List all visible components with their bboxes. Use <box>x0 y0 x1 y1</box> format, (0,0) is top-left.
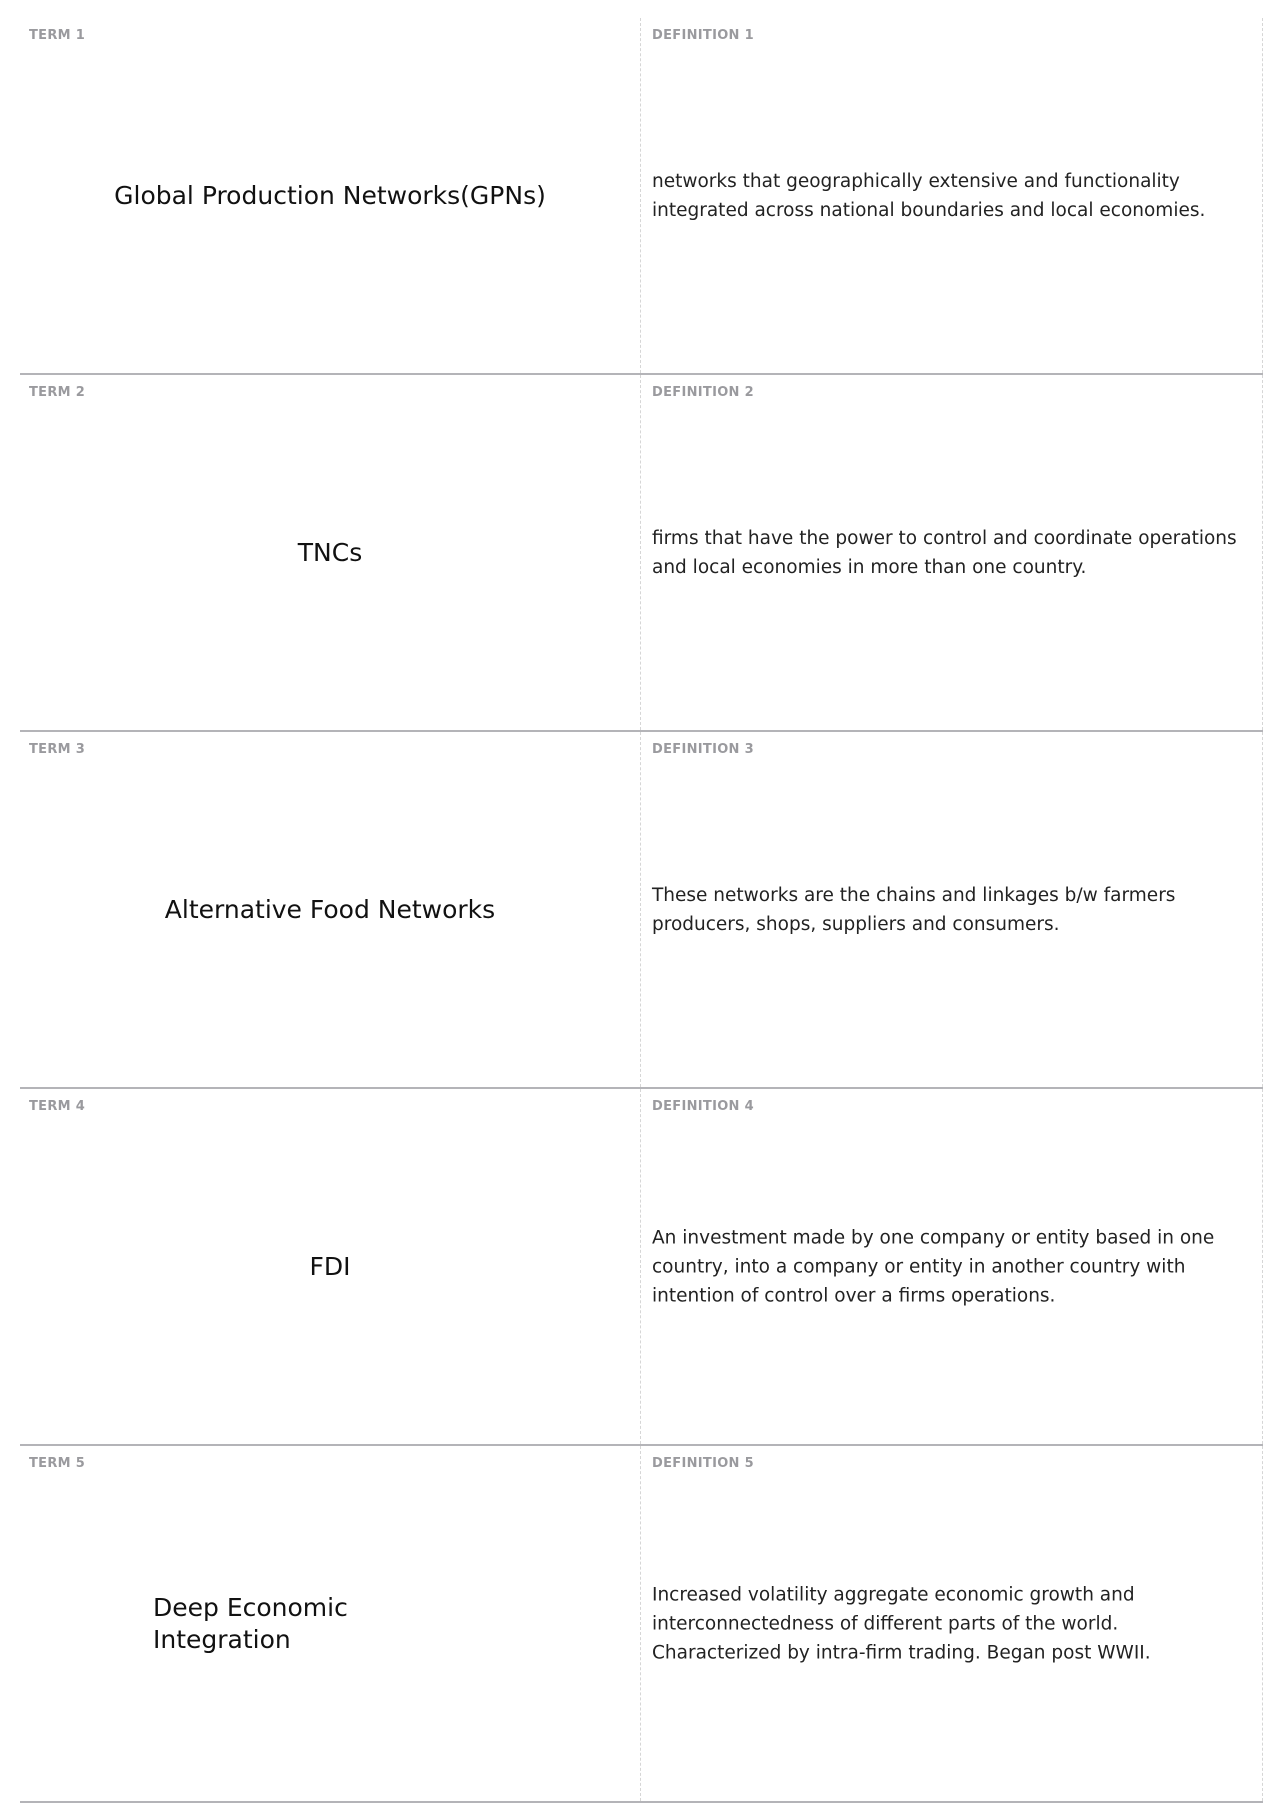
term-text: Alternative Food Networks <box>164 894 496 924</box>
card-row <box>20 1089 1263 1446</box>
definition-text: Increased volatility aggregate economic growth and interconnectedness of different parts of the world. Characterized by intra-firm trading. Began post WWII. <box>652 1584 1151 1663</box>
definition-cell <box>640 1089 1263 1444</box>
definition-text: networks that geographically extensive and functionality integrated across national boundaries and local economies. <box>652 170 1206 221</box>
definition-cell <box>640 375 1263 730</box>
definition-text: These networks are the chains and linkages b/w farmers producers, shops, suppliers and consumers. <box>652 884 1176 935</box>
term-label: TERM 3 <box>29 742 86 757</box>
definition-cell <box>640 18 1263 373</box>
definition-label: DEFINITION 5 <box>652 1456 754 1471</box>
definition-label: DEFINITION 1 <box>652 28 754 43</box>
term-cell <box>20 732 640 1087</box>
term-label: TERM 1 <box>29 28 86 43</box>
definition-label: DEFINITION 3 <box>652 742 754 757</box>
card-row <box>20 375 1263 732</box>
card-row <box>20 1446 1263 1803</box>
term-cell <box>20 1089 640 1444</box>
term-cell <box>20 375 640 730</box>
definition-text: firms that have the power to control and coordinate operations and local economies in more than one country. <box>652 527 1237 578</box>
definition-text: An investment made by one company or entity based in one country, into a company or entity in another country with intention of control over a firms operations. <box>652 1227 1215 1306</box>
term-text: Global Production Networks(GPNs) <box>114 180 546 210</box>
flashcard-sheet <box>20 18 1263 1803</box>
term-text: FDI <box>309 1251 351 1281</box>
term-cell <box>20 18 640 373</box>
card-row <box>20 18 1263 375</box>
definition-label: DEFINITION 2 <box>652 385 754 400</box>
term-text: TNCs <box>297 537 363 567</box>
term-cell <box>20 1446 640 1801</box>
term-label: TERM 2 <box>29 385 86 400</box>
definition-cell <box>640 732 1263 1087</box>
term-label: TERM 4 <box>29 1099 86 1114</box>
term-text: Deep Economic Integration <box>153 1592 348 1654</box>
definition-label: DEFINITION 4 <box>652 1099 754 1114</box>
card-row <box>20 732 1263 1089</box>
definition-cell <box>640 1446 1263 1801</box>
term-label: TERM 5 <box>29 1456 86 1471</box>
